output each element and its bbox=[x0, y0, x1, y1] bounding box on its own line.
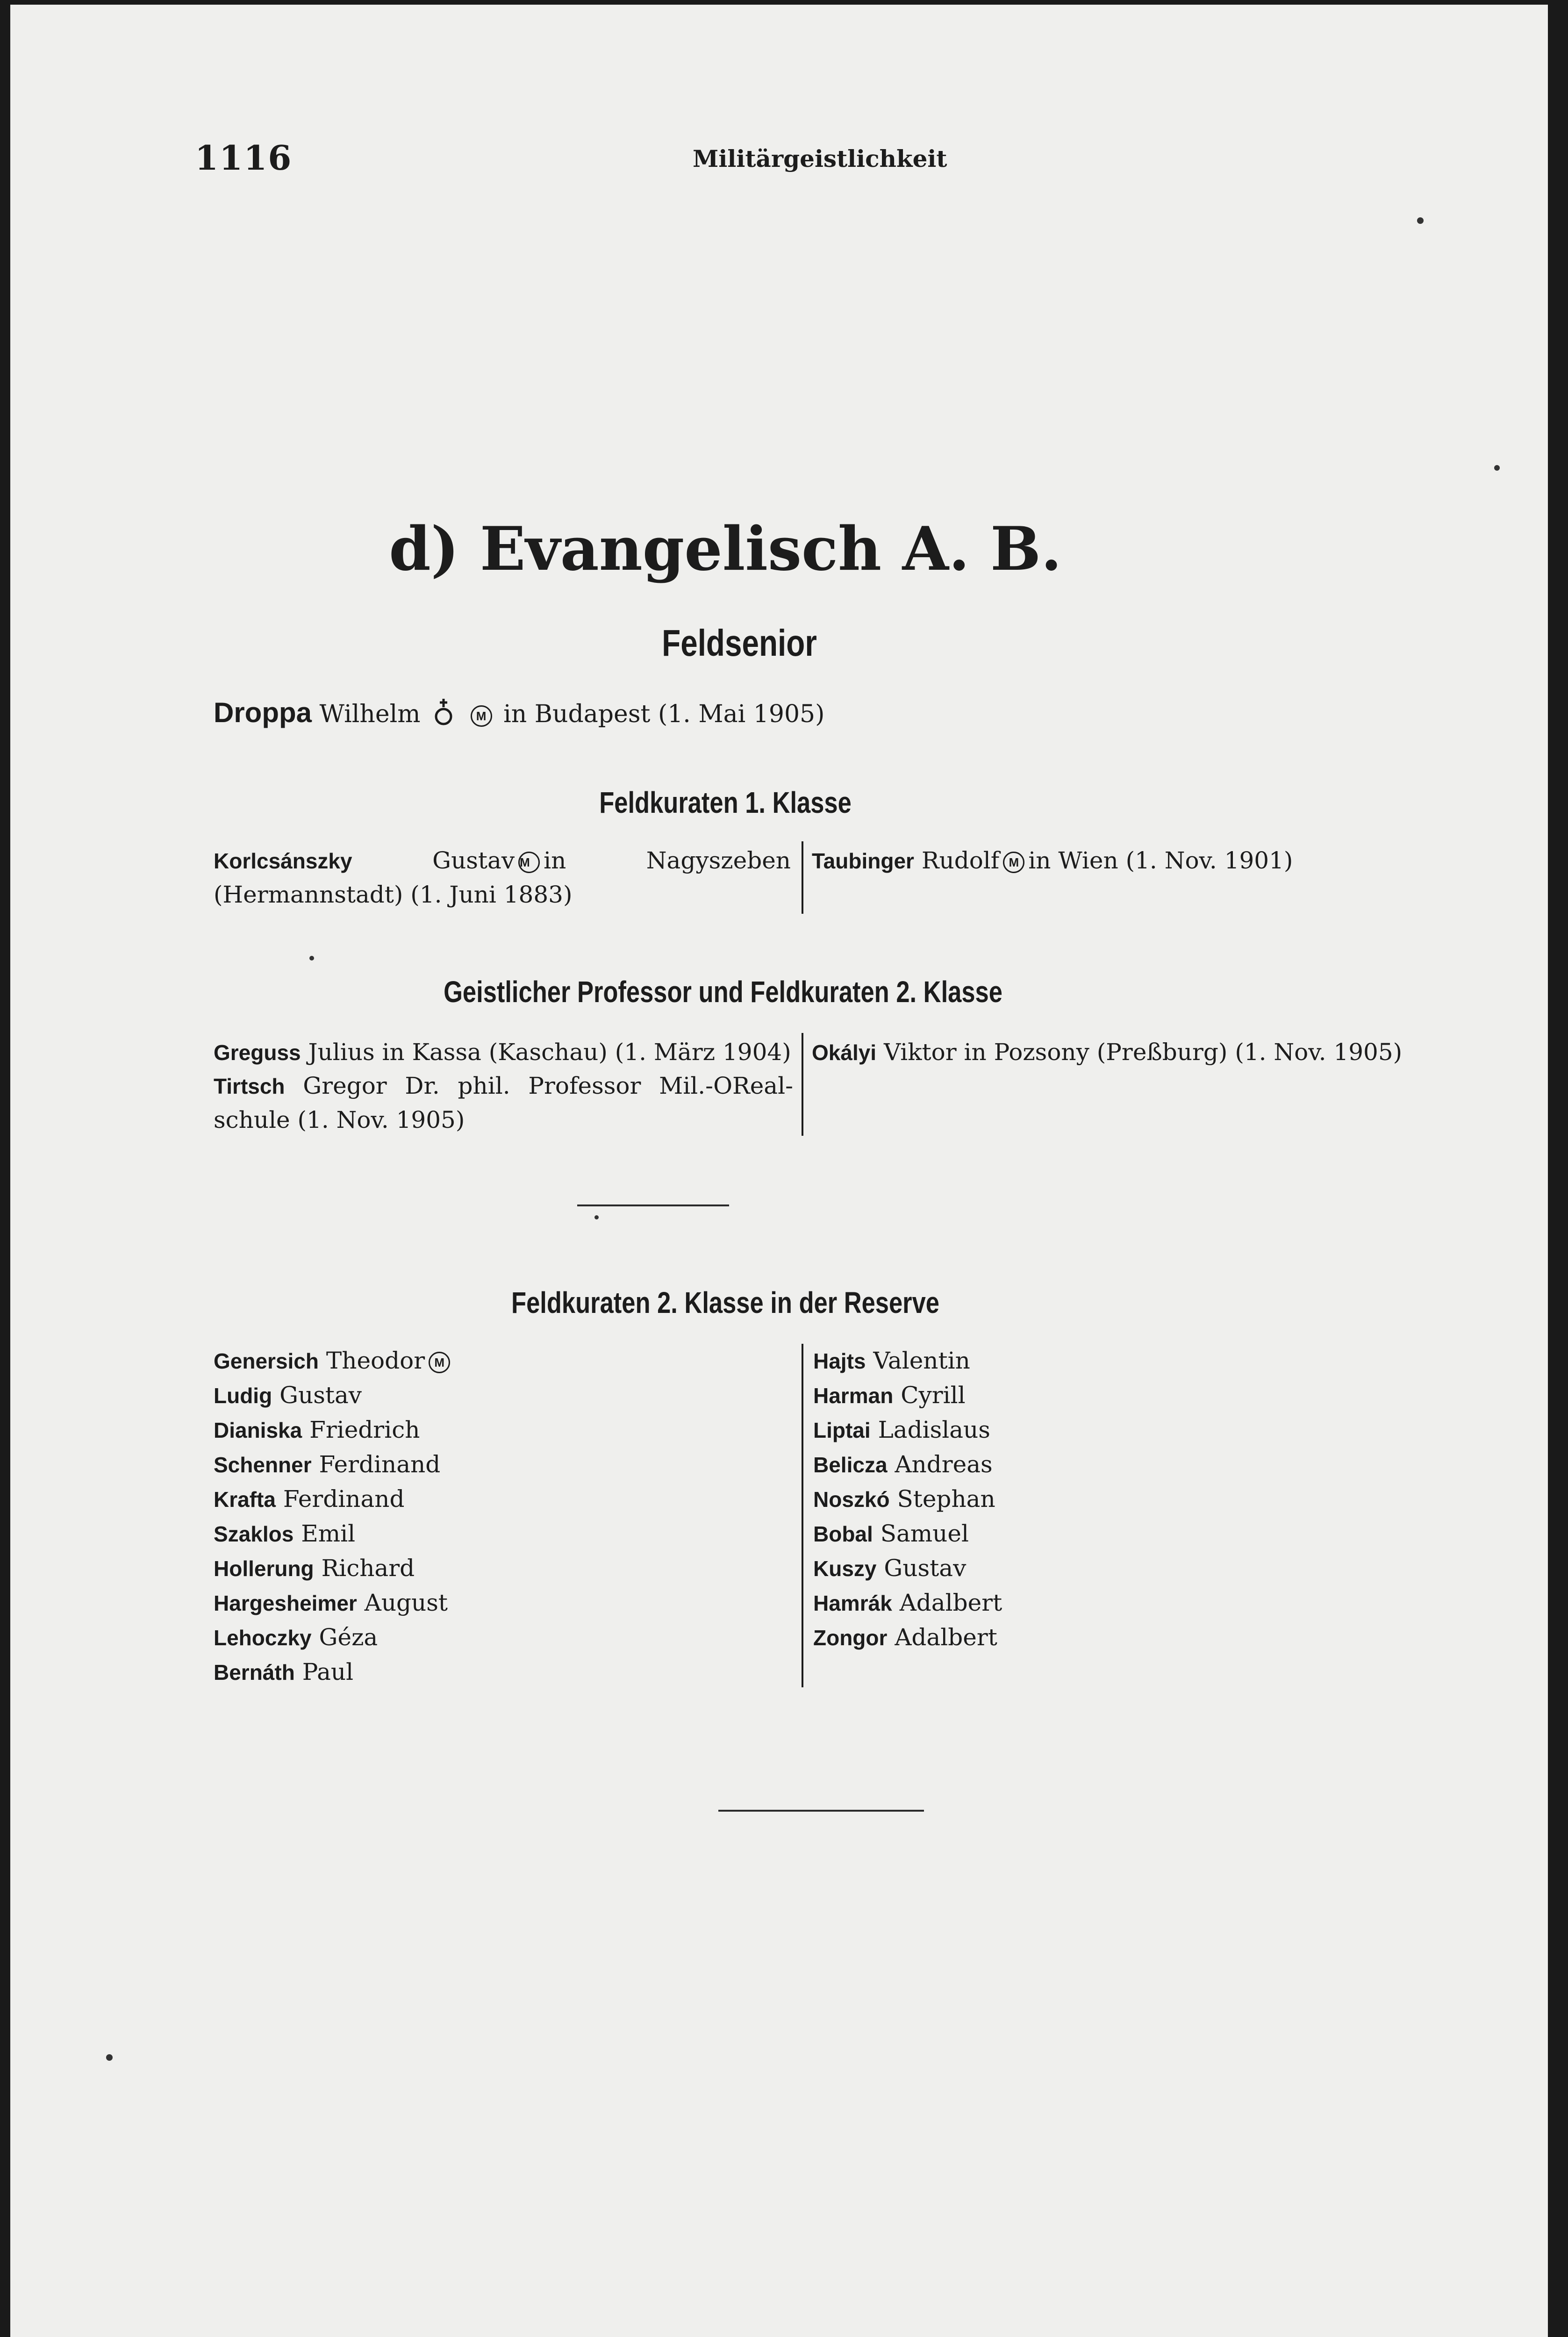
list-item bbox=[214, 1448, 793, 1482]
entry-lastname: Tirtsch bbox=[214, 1074, 285, 1098]
entry-firstname: Adalbert bbox=[895, 1624, 997, 1651]
list-item bbox=[813, 1344, 1393, 1378]
professor-left-entry-1 bbox=[214, 1035, 793, 1069]
entry-lastname: Hargesheimer bbox=[214, 1591, 357, 1615]
list-item bbox=[813, 1586, 1393, 1620]
list-item bbox=[813, 1378, 1393, 1413]
list-item bbox=[214, 1586, 793, 1620]
scan-speck bbox=[1417, 217, 1424, 224]
heading-professor: Geistlicher Professor und Feldkuraten 2. Klasse bbox=[444, 975, 1002, 1009]
entry-lastname: Greguss bbox=[214, 1040, 301, 1065]
section-divider bbox=[577, 1204, 729, 1206]
entry-lastname: Schenner bbox=[214, 1453, 312, 1477]
list-item bbox=[214, 1344, 793, 1378]
entry-firstname: Gustav bbox=[279, 1382, 362, 1409]
list-item bbox=[813, 1482, 1393, 1517]
heading-reserve: Feldkuraten 2. Klasse in der Reserve bbox=[511, 1286, 939, 1319]
list-item bbox=[813, 1551, 1393, 1586]
entry-firstname: Ladislaus bbox=[878, 1416, 990, 1443]
list-item bbox=[813, 1448, 1393, 1482]
entry-firstname: Gustav bbox=[884, 1555, 967, 1582]
entry-firstname: Gustav bbox=[432, 847, 515, 874]
reserve-right-list bbox=[813, 1344, 1393, 1655]
entry-lastname: Belicza bbox=[813, 1453, 888, 1477]
entry-firstname: Ferdinand bbox=[319, 1451, 441, 1478]
heading-feldkuraten-1: Feldkuraten 1. Klasse bbox=[599, 786, 852, 819]
document-page bbox=[10, 5, 1548, 2337]
entry-firstname: August bbox=[364, 1589, 448, 1616]
order-cross-icon bbox=[433, 698, 454, 734]
section-title: d) Evangelisch A. B. bbox=[389, 514, 1062, 584]
entry-firstname: Géza bbox=[319, 1624, 378, 1651]
entry-firstname: Ferdinand bbox=[283, 1485, 405, 1513]
entry-firstname: Rudolf bbox=[921, 847, 1000, 874]
entry-firstname: Andreas bbox=[895, 1451, 993, 1478]
entry-firstname: Paul bbox=[302, 1658, 354, 1685]
m-badge-icon: M bbox=[518, 852, 540, 873]
entry-lastname: Hajts bbox=[813, 1349, 866, 1373]
entry-lastname: Harman bbox=[813, 1384, 894, 1408]
list-item bbox=[214, 1551, 793, 1586]
entry-lastname: Kuszy bbox=[813, 1556, 877, 1581]
list-item bbox=[214, 1378, 793, 1413]
entry-detail: in Nagyszeben (Hermannstadt) (1. Juni 1883) bbox=[214, 847, 791, 908]
professor-right-entry-1 bbox=[812, 1035, 1408, 1069]
heading-feldsenior: Feldsenior bbox=[662, 622, 817, 664]
entry-detail: in Wien (1. Nov. 1901) bbox=[1028, 847, 1293, 874]
entry-lastname: Dianiska bbox=[214, 1418, 302, 1442]
entry-firstname: Richard bbox=[321, 1555, 415, 1582]
entry-detail: Gregor Dr. phil. Professor Mil.-OReal-schule (1. Nov. 1905) bbox=[214, 1072, 793, 1133]
entry-firstname: Wilhelm bbox=[319, 700, 421, 728]
entry-lastname: Noszkó bbox=[813, 1487, 890, 1512]
professor-left-entry-2 bbox=[214, 1069, 793, 1137]
entry-detail: Viktor in Pozsony (Preßburg) (1. Nov. 1905) bbox=[884, 1039, 1403, 1066]
entry-lastname: Hamrák bbox=[813, 1591, 892, 1615]
entry-lastname: Bobal bbox=[813, 1522, 873, 1546]
m-badge-icon: M bbox=[471, 705, 492, 727]
scan-speck bbox=[594, 1215, 599, 1219]
scan-speck bbox=[1494, 465, 1500, 471]
entry-lastname: Okályi bbox=[812, 1040, 877, 1065]
entry-lastname: Krafta bbox=[214, 1487, 276, 1512]
entry-lastname: Korlcsánszky bbox=[214, 849, 352, 873]
entry-firstname: Valentin bbox=[873, 1347, 970, 1374]
m-badge-icon: M bbox=[429, 1352, 450, 1373]
entry-detail: Julius in Kassa (Kaschau) (1. März 1904) bbox=[308, 1039, 791, 1066]
entry-firstname: Friedrich bbox=[309, 1416, 420, 1443]
running-head: Militärgeistlichkeit bbox=[693, 145, 947, 172]
list-item bbox=[214, 1655, 793, 1690]
column-rule bbox=[802, 1033, 803, 1136]
entry-lastname: Zongor bbox=[813, 1626, 888, 1650]
entry-lastname: Bernáth bbox=[214, 1660, 295, 1685]
list-item bbox=[214, 1517, 793, 1551]
entry-firstname: Cyrill bbox=[901, 1382, 966, 1409]
entry-firstname: Emil bbox=[301, 1520, 356, 1547]
entry-firstname: Stephan bbox=[897, 1485, 995, 1513]
feldkuraten1-right-entry bbox=[812, 844, 1391, 878]
entry-lastname: Ludig bbox=[214, 1384, 272, 1408]
column-rule bbox=[802, 1344, 803, 1687]
entry-lastname: Genersich bbox=[214, 1349, 319, 1373]
reserve-left-list bbox=[214, 1344, 793, 1690]
entry-lastname: Taubinger bbox=[812, 849, 914, 873]
section-divider bbox=[718, 1810, 924, 1812]
entry-lastname: Liptai bbox=[813, 1418, 871, 1442]
page-header bbox=[10, 5, 1548, 192]
list-item bbox=[214, 1620, 793, 1655]
entry-firstname: Theodor bbox=[326, 1347, 425, 1374]
entry-lastname: Droppa bbox=[214, 697, 312, 728]
list-item bbox=[813, 1620, 1393, 1655]
list-item bbox=[813, 1517, 1393, 1551]
column-rule bbox=[802, 841, 803, 914]
list-item bbox=[214, 1413, 793, 1448]
m-badge-icon: M bbox=[1003, 852, 1024, 873]
entry-firstname: Adalbert bbox=[899, 1589, 1002, 1616]
list-item bbox=[214, 1482, 793, 1517]
entry-firstname: Samuel bbox=[880, 1520, 969, 1547]
entry-lastname: Szaklos bbox=[214, 1522, 294, 1546]
page-number: 1116 bbox=[195, 138, 293, 178]
entry-detail: in Budapest (1. Mai 1905) bbox=[503, 700, 825, 728]
entry-lastname: Lehoczky bbox=[214, 1626, 312, 1650]
scan-speck bbox=[106, 2054, 113, 2061]
scan-speck bbox=[309, 956, 314, 961]
feldkuraten1-left-entry bbox=[214, 844, 791, 911]
list-item bbox=[813, 1413, 1393, 1448]
feldsenior-entry bbox=[214, 696, 824, 734]
entry-lastname: Hollerung bbox=[214, 1556, 314, 1581]
